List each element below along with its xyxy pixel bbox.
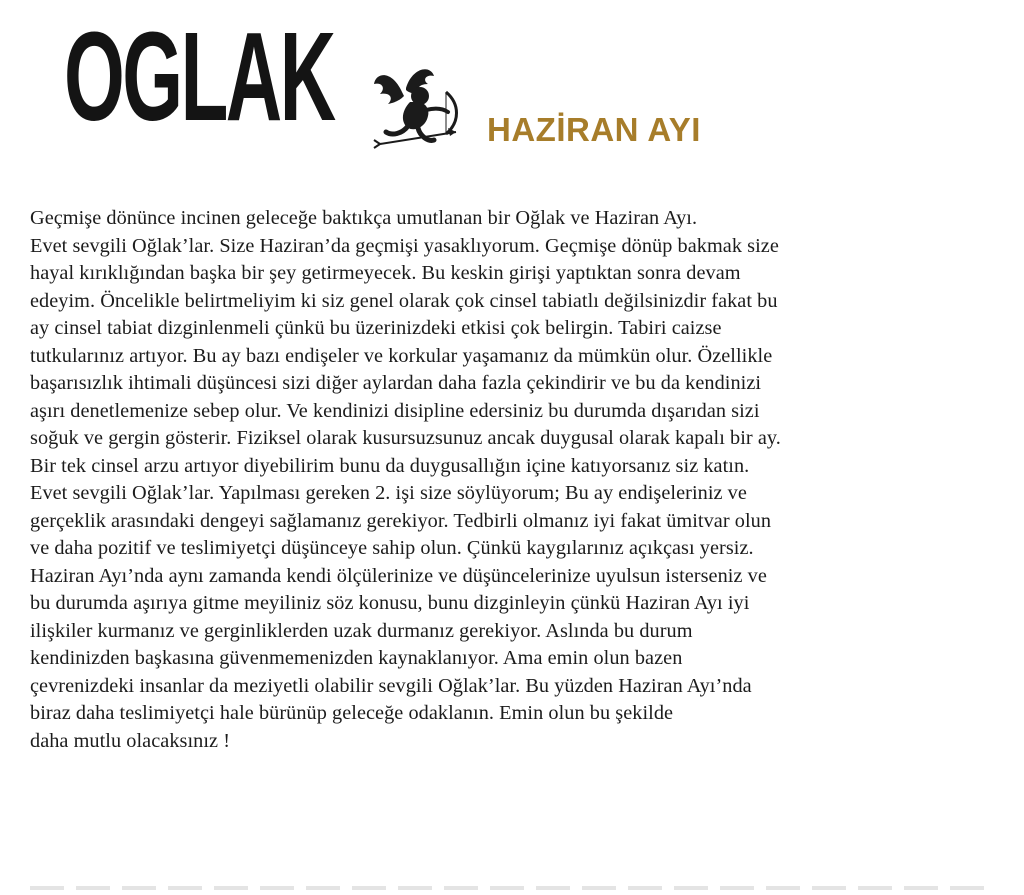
sign-title: OGLAK	[64, 6, 334, 147]
body-line: kendinizden başkasına güvenmemenizden kaynaklanıyor. Ama emin olun bazen	[30, 647, 683, 669]
body-line: Geçmişe dönünce incinen geleceğe baktıkça umutlanan bir Oğlak ve Haziran Ayı.	[30, 207, 698, 229]
body-line: tutkularınız artıyor. Bu ay bazı endişeler ve korkular yaşamanız da mümkün olur. Özellikle	[30, 344, 773, 367]
body-line: başarısızlık ihtimali düşüncesi sizi diğer aylardan daha fazla çekindirir ve bu da kendinizi	[30, 372, 762, 394]
body-line: Bir tek cinsel arzu artıyor diyebilirim bunu da duygusallığın içine katıyorsanız siz katın.	[30, 454, 750, 477]
body-line: bu durumda aşırıya gitme meyiliniz söz konusu, bunu dizginleyin çünkü Haziran Ayı iyi	[30, 592, 750, 614]
month-title: HAZİRAN AYI	[487, 111, 701, 148]
body-line: soğuk ve gergin gösterir. Fiziksel olarak kusursuzsunuz ancak duygusal olarak kapalı bir ay.	[30, 427, 781, 449]
body-line: çevrenizdeki insanlar da meziyetli olabilir sevgili Oğlak’lar. Bu yüzden Haziran Ayı’nda	[30, 674, 752, 697]
body-line: Evet sevgili Oğlak’lar. Yapılması gereken 2. işi size söylüyorum; Bu ay endişeleriniz ve	[30, 482, 747, 504]
body-line: Haziran Ayı’nda aynı zamanda kendi ölçülerinize ve düşüncelerinize uyulsun isterseniz ve	[30, 564, 767, 587]
body-line: biraz daha teslimiyetçi hale bürünüp geleceğe odaklanın. Emin olun bu şekilde	[30, 702, 674, 724]
body-line: gerçeklik arasındaki dengeyi sağlamanız gerekiyor. Tedbirli olmanız iyi fakat ümitvar olun	[30, 509, 772, 532]
body-line: ay cinsel tabiat dizginlenmeli çünkü bu üzerinizdeki etkisi çok belirgin. Tabiri caizse	[30, 317, 722, 339]
article-header	[0, 0, 1024, 180]
body-line: ve daha pozitif ve teslimiyetçi düşünceye sahip olun. Çünkü kaygılarınız açıkçası yersiz.	[30, 537, 754, 559]
body-line: daha mutlu olacaksınız !	[30, 729, 231, 752]
body-line: aşırı denetlemenize sebep olur. Ve kendinizi disipline edersiniz bu durumda dışarıdan sizi	[30, 399, 760, 422]
body-line: edeyim. Öncelikle belirtmeliyim ki siz genel olarak çok cinsel tabiatlı değilsinizdir fakat bu	[30, 289, 778, 312]
bottom-divider	[30, 886, 990, 890]
horoscope-body	[30, 205, 1020, 755]
cupid-icon	[372, 62, 464, 152]
body-line: Evet sevgili Oğlak’lar. Size Haziran’da geçmişi yasaklıyorum. Geçmişe dönüp bakmak size	[30, 234, 779, 257]
body-line: ilişkiler kurmanız ve gerginliklerden uzak durmanız gerekiyor. Aslında bu durum	[30, 619, 693, 642]
body-line: hayal kırıklığından başka bir şey getirmeyecek. Bu keskin girişi yaptıktan sonra devam	[30, 262, 741, 284]
